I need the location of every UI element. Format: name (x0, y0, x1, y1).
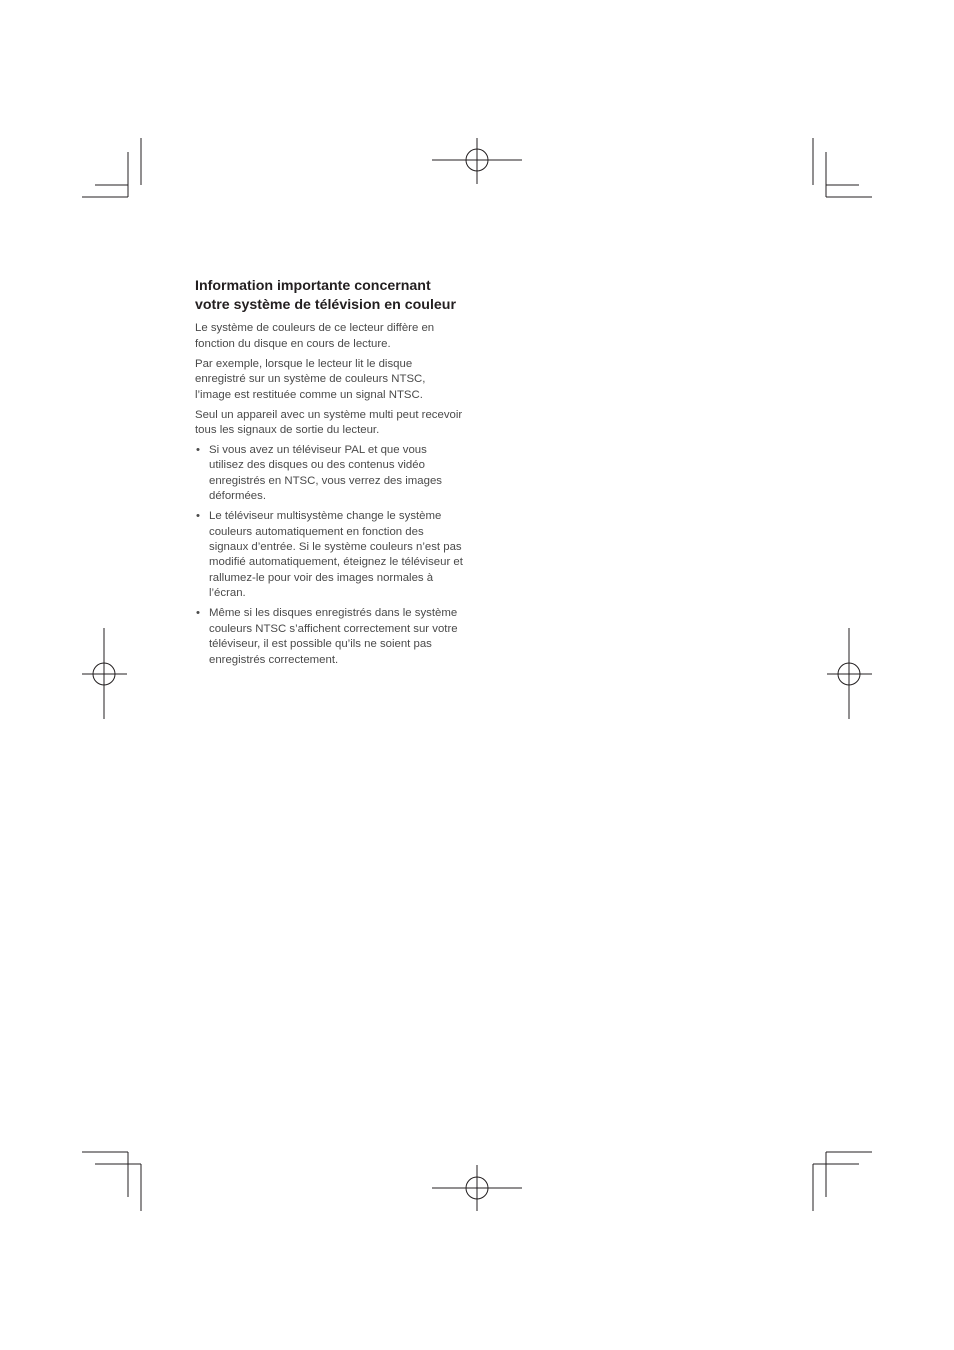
bullet-icon: • (196, 444, 200, 457)
bullet-icon: • (196, 607, 200, 620)
list-item-text: Le téléviseur multisystème change le système couleurs automatiquement en fonction des signaux d’entrée. Si le système couleurs n’est pas modifié automatiquement, éteignez le téléviseur et rallumez-le pour voir des images normales à l’écran. (209, 510, 463, 600)
list-item-text: Même si les disques enregistrés dans le système couleurs NTSC s’affichent correctement sur votre téléviseur, il est possible qu’ils ne soient pas enregistrés correctement. (209, 607, 458, 666)
list-item (195, 509, 463, 601)
list-item (195, 443, 463, 505)
list-item-text: Si vous avez un téléviseur PAL et que vous utilisez des disques ou des contenus vidéo enregistrés en NTSC, vous verrez des images déformées. (209, 444, 442, 503)
registration-mark-bottom (432, 1165, 522, 1211)
registration-mark-right (827, 628, 872, 719)
paragraph-example: Par exemple, lorsque le lecteur lit le disque enregistré sur un système de couleurs NTSC, l’image est restituée comme un signal NTSC. (195, 357, 426, 401)
bullet-list (195, 443, 463, 668)
bullet-icon: • (196, 510, 200, 523)
crop-mark-bottom-left (82, 1152, 141, 1211)
paragraph-multi-system: Seul un appareil avec un système multi peut recevoir tous les signaux de sortie du lecteur. (195, 408, 463, 437)
registration-mark-top (432, 138, 522, 184)
paragraph-intro: Le système de couleurs de ce lecteur diffère en fonction du disque en cours de lecture. (195, 322, 435, 350)
section-heading: Information importante concernant votre système de télévision en couleur (195, 278, 456, 314)
crop-mark-top-left (82, 138, 141, 197)
crop-mark-top-right (813, 138, 872, 197)
info-section (195, 277, 463, 673)
crop-mark-bottom-right (813, 1152, 872, 1211)
list-item (195, 606, 463, 668)
registration-mark-left (82, 628, 127, 719)
